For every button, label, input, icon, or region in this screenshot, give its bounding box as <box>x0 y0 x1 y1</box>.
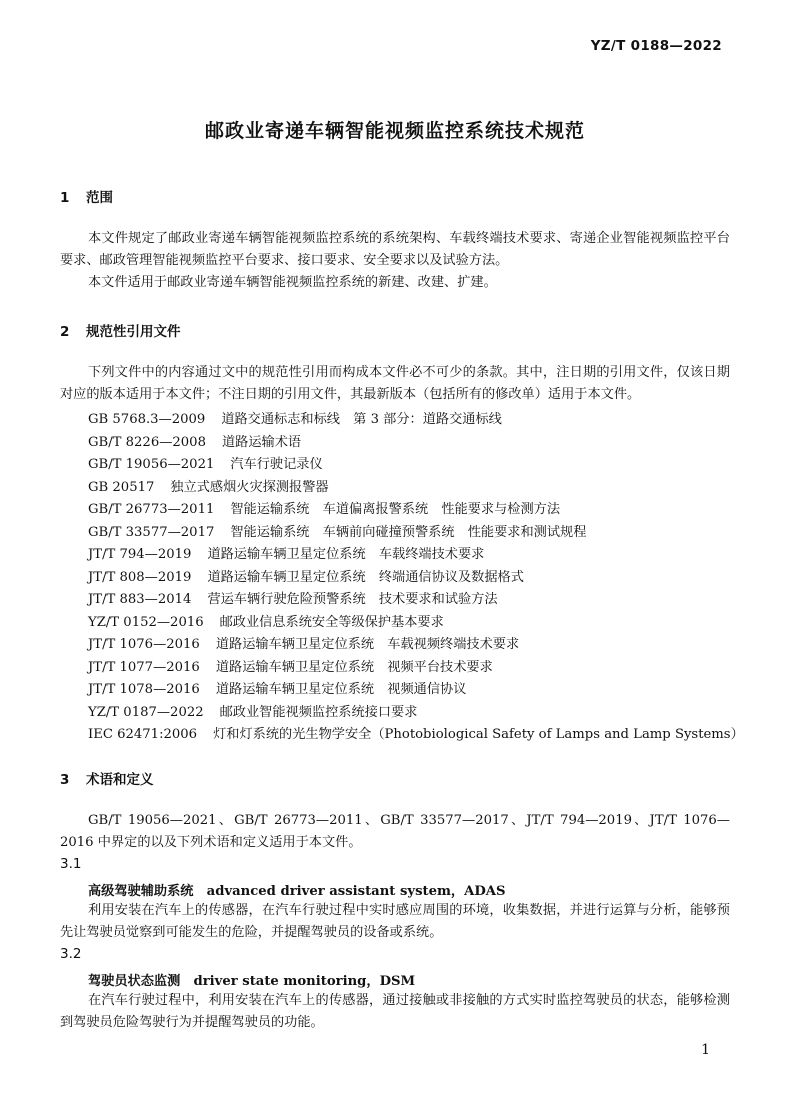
term-3-1-title: 高级驾驶辅助系统 advanced driver assistant system，ADAS <box>88 884 506 899</box>
reference-title: 道路交通标志和标线 第 3 部分：道路交通标线 <box>221 412 502 427</box>
section-3-paragraph-1: GB/T 19056—2021、GB/T 26773—2011、GB/T 33577—2017、JT/T 794—2019、JT/T 1076—2016 中界定的以及下列术语和定义适用于本文件。 <box>60 813 730 850</box>
reference-title: 道路运输车辆卫星定位系统 车载终端技术要求 <box>207 547 485 562</box>
section-number: 1 <box>60 190 70 206</box>
reference-item <box>88 566 524 585</box>
section-1-heading <box>60 186 113 206</box>
reference-title: 智能运输系统 车道偏离报警系统 性能要求与检测方法 <box>230 502 561 517</box>
reference-code: GB 20517 <box>88 479 155 495</box>
reference-title: 灯和灯系统的光生物学安全（Photobiological Safety of Lamps and Lamp Systems） <box>213 727 744 742</box>
term-number-3-1: 3.1 <box>60 856 82 872</box>
reference-title: 邮政业信息系统安全等级保护基本要求 <box>219 614 444 630</box>
reference-code: JT/T 1077—2016 <box>88 659 200 675</box>
reference-code: JT/T 808—2019 <box>88 569 192 585</box>
reference-item <box>88 408 502 427</box>
reference-item <box>88 543 484 562</box>
reference-code: JT/T 1076—2016 <box>88 637 200 652</box>
reference-item <box>88 723 744 742</box>
reference-item <box>88 588 498 607</box>
reference-item <box>88 656 493 675</box>
section-title: 术语和定义 <box>86 772 154 788</box>
reference-code: GB 5768.3—2009 <box>88 412 206 427</box>
page-number: 1 <box>701 1042 710 1058</box>
reference-code: IEC 62471:2006 <box>88 727 198 742</box>
reference-title: 道路运输车辆卫星定位系统 视频平台技术要求 <box>215 659 493 675</box>
term-number-3-2: 3.2 <box>60 946 82 962</box>
reference-item <box>88 701 417 720</box>
reference-code: GB/T 19056—2021 <box>88 457 215 472</box>
reference-item <box>88 476 329 495</box>
reference-code: GB/T 8226—2008 <box>88 434 206 450</box>
reference-code: GB/T 26773—2011 <box>88 502 215 517</box>
reference-item <box>88 521 586 540</box>
reference-code: YZ/T 0187—2022 <box>88 704 204 720</box>
reference-title: 营运车辆行驶危险预警系统 技术要求和试验方法 <box>207 592 498 607</box>
reference-code: GB/T 33577—2017 <box>88 524 215 540</box>
reference-title: 汽车行驶记录仪 <box>230 457 323 472</box>
reference-title: 道路运输车辆卫星定位系统 终端通信协议及数据格式 <box>207 569 524 585</box>
reference-title: 道路运输术语 <box>221 434 302 450</box>
reference-title: 智能运输系统 车辆前向碰撞预警系统 性能要求和测试规程 <box>230 524 587 540</box>
section-title: 规范性引用文件 <box>86 324 181 340</box>
term-3-2-title: 驾驶员状态监测 driver state monitoring，DSM <box>88 974 416 989</box>
term-3-2-definition: 在汽车行驶过程中，利用安装在汽车上的传感器，通过接触或非接触的方式实时监控驾驶员的状态，能够检测到驾驶员危险驾驶行为并提醒驾驶员的功能。 <box>60 993 730 1030</box>
reference-code: JT/T 794—2019 <box>88 547 192 562</box>
section-1-paragraph-2: 本文件适用于邮政业寄递车辆智能视频监控系统的新建、改建、扩建。 <box>88 275 497 290</box>
section-title: 范围 <box>86 190 113 206</box>
reference-title: 道路运输车辆卫星定位系统 车载视频终端技术要求 <box>215 637 520 652</box>
reference-item <box>88 633 519 652</box>
reference-code: YZ/T 0152—2016 <box>88 614 204 630</box>
reference-item <box>88 611 444 630</box>
section-number: 2 <box>60 324 70 340</box>
reference-title: 邮政业智能视频监控系统接口要求 <box>219 704 418 720</box>
reference-code: JT/T 883—2014 <box>88 592 192 607</box>
term-3-1-definition: 利用安装在汽车上的传感器，在汽车行驶过程中实时感应周围的环境，收集数据，并进行运算与分析，能够预先让驾驶员觉察到可能发生的危险，并提醒驾驶员的设备或系统。 <box>60 903 730 940</box>
document-title: 邮政业寄递车辆智能视频监控系统技术规范 <box>204 120 585 142</box>
reference-item <box>88 678 466 697</box>
standard-number: YZ/T 0188—2022 <box>590 38 722 54</box>
reference-title: 独立式感烟火灾探测报警器 <box>170 479 329 495</box>
section-1-paragraph-1: 本文件规定了邮政业寄递车辆智能视频监控系统的系统架构、车载终端技术要求、寄递企业智能视频监控平台要求、邮政管理智能视频监控平台要求、接口要求、安全要求以及试验方法。 <box>60 231 730 268</box>
section-2-heading <box>60 320 181 340</box>
section-2-paragraph-1: 下列文件中的内容通过文中的规范性引用而构成本文件必不可少的条款。其中，注日期的引用文件，仅该日期对应的版本适用于本文件；不注日期的引用文件，其最新版本（包括所有的修改单）适用于本文件。 <box>60 365 730 402</box>
reference-item <box>88 453 323 472</box>
reference-item <box>88 498 560 517</box>
section-3-heading <box>60 768 154 788</box>
reference-code: JT/T 1078—2016 <box>88 682 200 697</box>
reference-item <box>88 431 301 450</box>
reference-title: 道路运输车辆卫星定位系统 视频通信协议 <box>215 682 467 697</box>
section-number: 3 <box>60 772 70 788</box>
